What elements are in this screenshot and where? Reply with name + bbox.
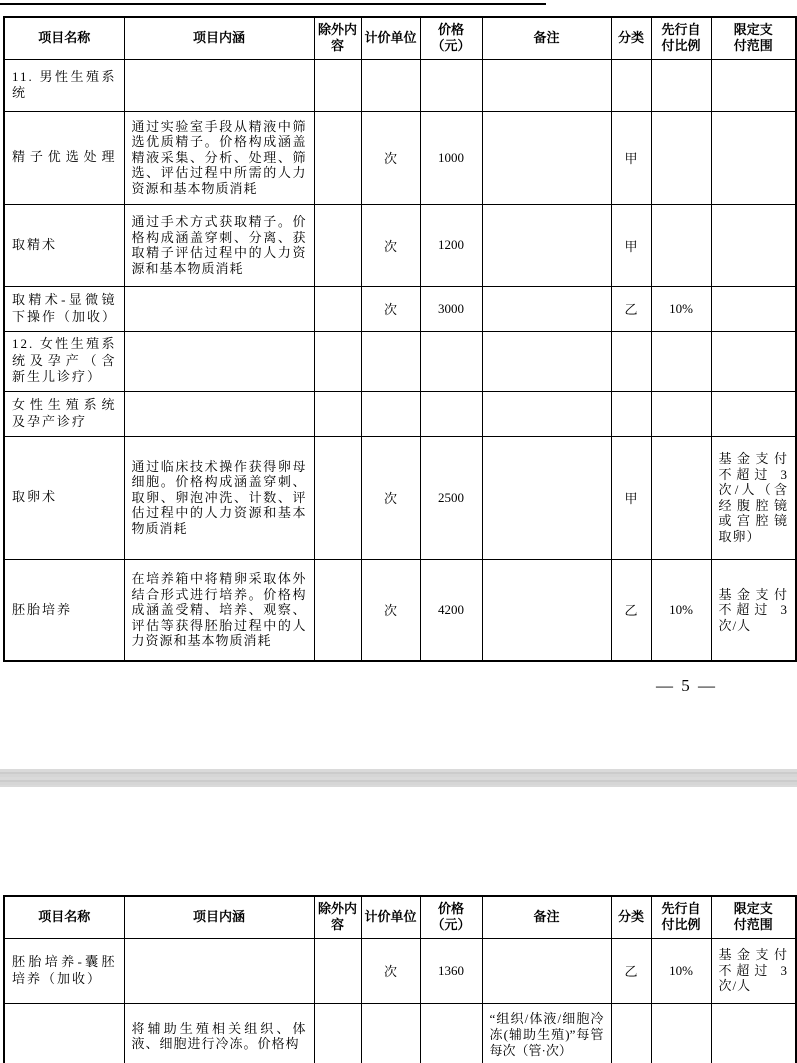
col-header-item-name: 项目名称 (4, 896, 124, 938)
cell-copay-ratio: 10% (651, 286, 711, 331)
cell-exclusions (314, 111, 361, 204)
cell-remarks (482, 938, 611, 1003)
cell-remarks (482, 391, 611, 436)
col-header-price: 价格（元） (420, 17, 482, 59)
cell-item-description: 在培养箱中将精卵采取体外结合形式进行培养。价格构成涵盖受精、培养、观察、评估等获得胚胎过程中的人力资源和基本物质消耗 (124, 559, 314, 661)
cell-price: 2500 (420, 436, 482, 559)
cell-item-name: 精子优选处理 (4, 111, 124, 204)
cell-unit (361, 331, 420, 391)
cell-copay-ratio (651, 436, 711, 559)
cell-copay-ratio (651, 111, 711, 204)
cell-item-description (124, 938, 314, 1003)
cell-category: 甲 (611, 204, 651, 286)
cell-category: 乙 (611, 559, 651, 661)
cell-item-name: 取精术-显微镜下操作（加收） (4, 286, 124, 331)
cell-item-description (124, 391, 314, 436)
col-header-unit: 计价单位 (361, 17, 420, 59)
cell-item-description (124, 286, 314, 331)
header-row (4, 17, 796, 59)
col-header-remarks: 备注 (482, 17, 611, 59)
medical-price-table-page5 (3, 16, 797, 662)
table-row-embryo-culture (4, 559, 796, 661)
cell-remarks (482, 436, 611, 559)
cell-payment-scope (711, 286, 796, 331)
col-header-item-description: 项目内涵 (124, 896, 314, 938)
cell-price: 1360 (420, 938, 482, 1003)
col-header-copay-ratio: 先行自付比例 (651, 896, 711, 938)
col-header-category: 分类 (611, 17, 651, 59)
cell-copay-ratio (651, 1003, 711, 1063)
cell-price: 3000 (420, 286, 482, 331)
table-row-female-reproductive (4, 391, 796, 436)
col-header-category: 分类 (611, 896, 651, 938)
col-header-payment-scope: 限定支付范围 (711, 17, 796, 59)
cell-category: 甲 (611, 436, 651, 559)
cell-payment-scope: 基金支付不超过 3 次/人 (711, 559, 796, 661)
cell-copay-ratio (651, 391, 711, 436)
cell-unit: 次 (361, 204, 420, 286)
cell-item-name: 取精术 (4, 204, 124, 286)
cell-category: 乙 (611, 938, 651, 1003)
cell-category (611, 59, 651, 111)
cell-copay-ratio (651, 331, 711, 391)
medical-price-table-page6 (3, 895, 797, 1063)
cell-price (420, 331, 482, 391)
col-header-exclusions: 除外内容 (314, 896, 361, 938)
cell-item-description (124, 59, 314, 111)
cell-category (611, 1003, 651, 1063)
cell-payment-scope (711, 59, 796, 111)
cell-payment-scope (711, 204, 796, 286)
cell-remarks (482, 331, 611, 391)
cell-unit (361, 391, 420, 436)
cell-item-description: 通过实验室手段从精液中筛选优质精子。价格构成涵盖精液采集、分析、处理、筛选、评估过程中所需的人力资源和基本物质消耗 (124, 111, 314, 204)
cell-category (611, 331, 651, 391)
cell-remarks (482, 204, 611, 286)
cell-remarks (482, 286, 611, 331)
col-header-item-description: 项目内涵 (124, 17, 314, 59)
cell-remarks (482, 59, 611, 111)
cell-remarks (482, 559, 611, 661)
cell-exclusions (314, 331, 361, 391)
cell-unit: 次 (361, 559, 420, 661)
col-header-item-name: 项目名称 (4, 17, 124, 59)
cell-category: 甲 (611, 111, 651, 204)
col-header-copay-ratio: 先行自付比例 (651, 17, 711, 59)
table-row-section-11 (4, 59, 796, 111)
cell-exclusions (314, 391, 361, 436)
cell-item-name: 取卵术 (4, 436, 124, 559)
cell-payment-scope (711, 391, 796, 436)
cell-item-name: 胚胎培养-囊胚培养（加收） (4, 938, 124, 1003)
col-header-exclusions: 除外内容 (314, 17, 361, 59)
cell-unit: 次 (361, 286, 420, 331)
cell-item-name: 11. 男性生殖系统 (4, 59, 124, 111)
table-row-section-12 (4, 331, 796, 391)
cell-payment-scope (711, 331, 796, 391)
cell-remarks: “组织/体液/细胞冷冻(辅助生殖)”每管每次（管·次） (482, 1003, 611, 1063)
table-row-cryopreservation-partial (4, 1003, 796, 1063)
col-header-unit: 计价单位 (361, 896, 420, 938)
col-header-payment-scope: 限定支付范围 (711, 896, 796, 938)
cell-item-name: 女性生殖系统及孕产诊疗 (4, 391, 124, 436)
cell-price: 1000 (420, 111, 482, 204)
cell-unit: 次 (361, 111, 420, 204)
cell-exclusions (314, 59, 361, 111)
table-row-sperm-retrieval (4, 204, 796, 286)
cell-exclusions (314, 938, 361, 1003)
cell-copay-ratio (651, 59, 711, 111)
cell-category (611, 391, 651, 436)
cell-exclusions (314, 286, 361, 331)
cell-payment-scope: 基金支付不超过 3 次/人 (711, 938, 796, 1003)
cell-price (420, 391, 482, 436)
cell-exclusions (314, 204, 361, 286)
cell-unit: 次 (361, 938, 420, 1003)
cell-item-description: 将辅助生殖相关组织、体液、细胞进行冷冻。价格构 (124, 1003, 314, 1063)
cell-price (420, 59, 482, 111)
cell-price: 4200 (420, 559, 482, 661)
cell-remarks (482, 111, 611, 204)
cell-copay-ratio: 10% (651, 559, 711, 661)
cell-item-description (124, 331, 314, 391)
cell-exclusions (314, 559, 361, 661)
cell-copay-ratio: 10% (651, 938, 711, 1003)
cell-exclusions (314, 436, 361, 559)
table-row-sperm-retrieval-microscope (4, 286, 796, 331)
table-row-sperm-selection (4, 111, 796, 204)
cell-unit: 次 (361, 436, 420, 559)
cell-unit (361, 59, 420, 111)
table-row-egg-retrieval (4, 436, 796, 559)
col-header-price: 价格（元） (420, 896, 482, 938)
cell-price: 1200 (420, 204, 482, 286)
cell-price (420, 1003, 482, 1063)
table-row-blastocyst-culture (4, 938, 796, 1003)
page-number: — 5 — (656, 676, 717, 695)
cell-exclusions (314, 1003, 361, 1063)
cell-item-name: 胚胎培养 (4, 559, 124, 661)
cell-payment-scope: 基金支付不超过 3 次/人（含经腹腔镜或宫腔镜取卵） (711, 436, 796, 559)
cell-item-description: 通过临床技术操作获得卵母细胞。价格构成涵盖穿刺、取卵、卵泡冲洗、计数、评估过程中的人力资源和基本物质消耗 (124, 436, 314, 559)
cell-item-name (4, 1003, 124, 1063)
cell-payment-scope (711, 1003, 796, 1063)
header-row (4, 896, 796, 938)
cell-category: 乙 (611, 286, 651, 331)
page-separator-bar (0, 769, 797, 787)
cell-copay-ratio (651, 204, 711, 286)
cell-unit (361, 1003, 420, 1063)
table-continuation-line (0, 3, 546, 5)
cell-item-name: 12. 女性生殖系统及孕产（含新生儿诊疗） (4, 331, 124, 391)
cell-item-description: 通过手术方式获取精子。价格构成涵盖穿刺、分离、获取精子评估过程中的人力资源和基本物质消耗 (124, 204, 314, 286)
col-header-remarks: 备注 (482, 896, 611, 938)
cell-payment-scope (711, 111, 796, 204)
